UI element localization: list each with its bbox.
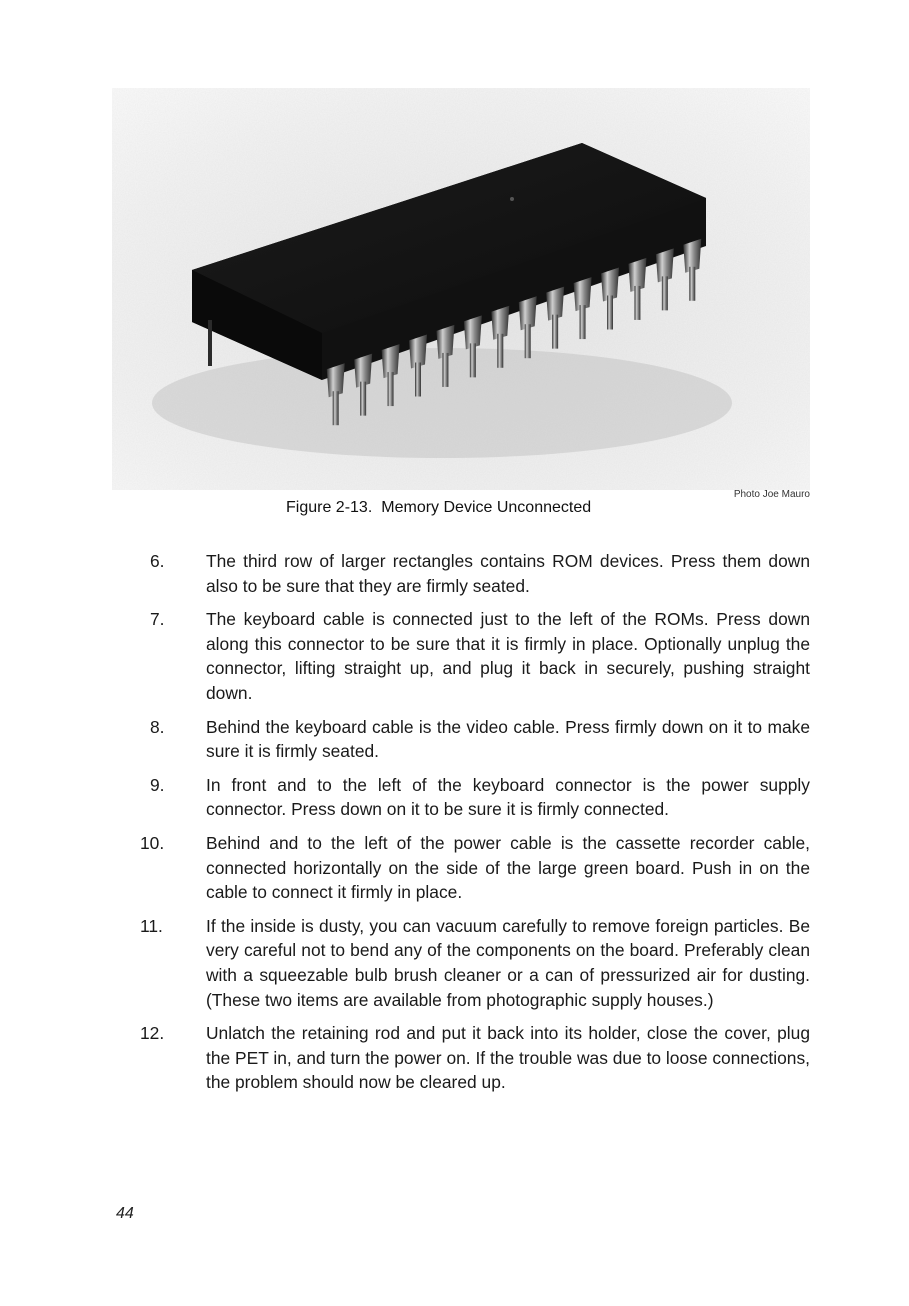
- figure-number: Figure 2-13.: [286, 499, 373, 516]
- list-item: [140, 1021, 810, 1095]
- photo-credit: Photo Joe Mauro: [733, 489, 810, 500]
- step-number: 12.: [140, 1023, 165, 1044]
- list-item: [140, 831, 810, 905]
- instruction-list: [140, 549, 810, 1104]
- figure-title: Memory Device Unconnected: [381, 499, 592, 516]
- step-number: 8.: [150, 716, 165, 737]
- chip-shadow: [152, 348, 732, 458]
- step-text: Behind and to the left of the power cable is the cassette recorder cable, connected horizontally on the side of the large green board. Push in on the cable to connect it firmly in place.: [206, 832, 810, 903]
- list-item: [150, 549, 810, 598]
- step-number: 11.: [140, 915, 163, 936]
- step-text: The third row of larger rectangles contains ROM devices. Press them down also to be sure that they are firmly seated.: [206, 551, 810, 596]
- list-item: [150, 607, 810, 705]
- page-number: 44: [116, 1205, 134, 1222]
- memory-chip-photo: [112, 88, 810, 490]
- step-number: 10.: [140, 832, 165, 853]
- step-number: 6.: [150, 551, 165, 571]
- chip-notch: [510, 197, 514, 201]
- figure-caption: [286, 499, 591, 517]
- list-item: [150, 715, 810, 764]
- step-text: Unlatch the retaining rod and put it back into its holder, close the cover, plug the PET in, and turn the power on. If the trouble was due to loose connections, the problem should now be cleared up.: [206, 1023, 810, 1093]
- step-text: If the inside is dusty, you can vacuum carefully to remove foreign particles. Be very careful not to bend any of the components on the board. Preferably clean with a squeezable bulb brush cleaner or a can of pressurized air for dusting. (These two items are available from photographic supply houses.): [206, 915, 810, 1010]
- step-text: Behind the keyboard cable is the video cable. Press firmly down on it to make sure it is firmly seated.: [206, 716, 810, 762]
- step-number: 9.: [150, 774, 165, 795]
- step-text: In front and to the left of the keyboard connector is the power supply connector. Press down on it to be sure it is firmly connected.: [206, 774, 810, 820]
- list-item: [150, 773, 810, 822]
- step-text: The keyboard cable is connected just to the left of the ROMs. Press down along this connector to be sure that it is firmly in place. Optionally unplug the connector, lifting straight up, and plug it back in securely, pushing straight down.: [206, 609, 810, 703]
- list-item: [140, 914, 810, 1012]
- chip-illustration: [112, 88, 810, 490]
- chip-end-pin: [208, 320, 212, 366]
- step-number: 7.: [150, 609, 165, 630]
